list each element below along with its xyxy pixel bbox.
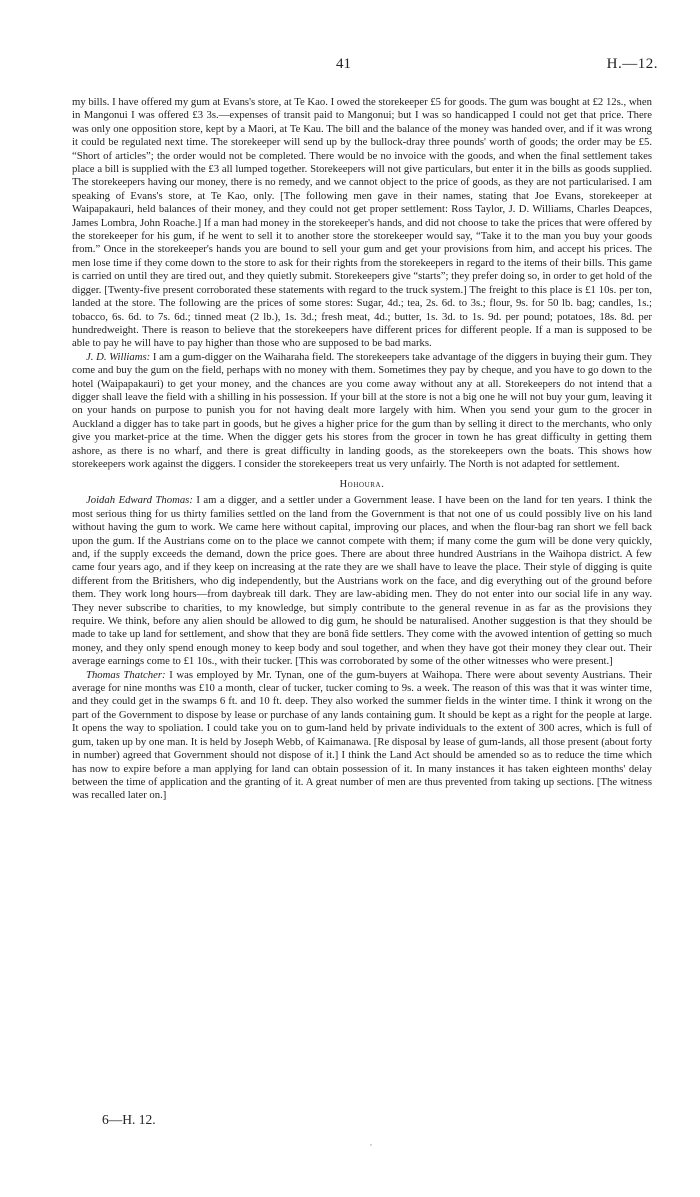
page-number: 41 [336,56,351,72]
page-header [0,56,700,76]
speaker-name: Thomas Thatcher: [86,668,166,681]
footer-mark: , [370,1138,372,1147]
testimony-paragraph [72,494,652,668]
paragraph-text: I am a gum-digger on the Waiharaha field. The storekeepers take advantage of the diggers in buying their gum. They come and buy the gum on the field, perhaps with no money with them. Sometimes they pay by cheque, and you have to go down to the hotel (Waipapakauri) to get your money, and the chances are you come away without any at all. Storekeepers do not intend that a digger shall leave the field with a shilling in his possession. If your bill at the store is not a big one he will not buy your gum, leaving it on your hands on purpose to punish you for not having dealt more largely with him. When you send your gum to the grocer in Auckland a digger has to take part in goods, but he gives a higher price for the gum than by selling it direct to the merchants, who only give you market-price at the time. When the digger gets his stores from the grocer in town he has great difficulty in getting them ashore, as there is no wharf, and there is great difficulty in landing goods, as the storekeepers own the boats. This shows how storekeepers work against the diggers. I consider the storekeepers treat us very unfairly. The North is not adapted for settlement. [72,350,652,470]
document-id: H.—12. [606,56,658,72]
speaker-name: J. D. Williams: [86,350,151,363]
testimony-paragraph [72,351,652,472]
speaker-name: Joidah Edward Thomas: [86,494,193,507]
document-body [72,96,652,803]
footer-signature: 6—H. 12. [102,1112,156,1127]
paragraph-text: I am a digger, and a settler under a Government lease. I have been on the land for ten years. I think the most serious thing for us thirty families settled on the land from the Government is that not one of us could possibly live on his land without having the gum to work. We came here without capital, improving our places, and when the flour-bag ran short we fell back upon the gum. If the Austrians come on to the place we cannot compete with them; if many come the gum will be done very quickly, and, if the supply exceeds the demand, down the price goes. There are about three hundred Austrians in the Waihopa district. A few came four years ago, and if they keep on increasing at the rate they are we shall have to leave the place. Their style of digging is quite different from the Britishers, who dig independently, but the Austrians work on the face, and dig everything out of the ground before them. They work long hours—from daybreak till dark. They are law-abiding men. They do not enter into our social life in any way. They never subscribe to charities, to my knowledge, but simply contribute to the general revenue in as far as the provisions they require. We think, before any alien should be allowed to dig gum, he should be naturalised. Another suggestion is that they should be made to take up land for settlement, and show that they are bonâ fide settlers. They come with the avowed intention of getting so much money, and they only spend enough money to keep body and soul together, and when they have got their money they clear out. Their average earnings come to £1 10s., with their tucker. [This was corroborated by some of the other witnesses who were present.] [72,494,652,668]
testimony-paragraph [72,669,652,803]
paragraph-text: my bills. I have offered my gum at Evans's store, at Te Kao. I owed the storekeeper £5 for goods. The gum was bought at £2 12s., when in Mangonui I was offered £3 3s.—expenses of transit paid to Mangonui; but I was so handicapped I could not get that price. There was only one opposition store, kept by a Maori, at Te Kau. The bill and the balance of the money was handed over, and if it was wrong it could be regulated next time. The storekeeper will send up by the bullock-dray three pounds' worth of goods; the order may be £5. “Short of articles”; the order would not be completed. There would be no invoice with the goods, and when the final settlement takes place a bill is supplied with the £3 all lumped together. Storekeepers will not give particulars, but enter it in the bills as goods supplied. The storekeepers having our money, there is no remedy, and we cannot object to the price of goods, as they are not particularised. I am speaking of Evans's store, at Te Kao, only. [The following men gave in their names, stating that Joe Evans, storekeeper at Waipapakauri, held balances of their money, and they could not get proper settlement: Ross Taylor, J. D. Williams, Charles Deapces, James Lombra, John Roache.] If a man had money in the storekeeper's hands, and did not choose to take the prices that were offered by the storekeeper for his gum, if he went to sell it to another store the storekeeper would say, “Take it to the man you buy your goods from.” Once in the storekeeper's hands you are bound to sell your gum and get your provisions from him, and accept his prices. The men lose time if they come down to the store to ask for their rights from the storekeepers in regard to the items of their bills. This game is carried on until they are tired out, and they quietly submit. Storekeepers give “starts”; they prefer doing so, in order to get hold of the digger. [Twenty-five present corroborated these statements with regard to the truck system.] The freight to this place is £1 10s. per ton, landed at the store. The following are the prices of some stores: Sugar, 4d.; tea, 2s. 6d. to 3s.; flour, 9s. for 50 lb. bag; candles, 1s.; tobacco, 6s. 6d. to 7s. 6d.; tinned meat (2 lb.), 1s. 3d.; fresh meat, 4d.; butter, 1s. 3d. to 1s. 9d. per pound; potatoes, 18s. 8d. per hundredweight. There is reason to believe that the storekeepers have different prices for different people. If a man is supposed to be able to pay he will have to pay higher than those who are supposed to be bad marks. [72,96,652,350]
paragraph [72,96,652,351]
section-heading: Hohoura. [339,479,385,491]
paragraph-text: I was employed by Mr. Tynan, one of the gum-buyers at Waihopa. There were about seventy Austrians. Their average for nine months was £10 a month, clear of tucker, tucker coming to 9s. a week. The reason of this was that it was winter time, and they could get in the swamps 6 ft. and 10 ft. deep. They also worked the summer fields in the winter time. I think it wrong on the part of the Government to dispose by lease or purchase of any lands containing gum. It should be kept as a right for the people at large. It opens the way to spoliation. I could take you on to gum-land held by private individuals to the extent of 300 acres, which is full of gum, taken up by one man. It is held by Joseph Webb, of Kaimanawa. [Re disposal by lease of gum-lands, all those present (about forty in number) agreed that Government should not dispose of it.] I think the Land Act should be amended so as to reduce the time which has now to expire before a man applying for land can obtain possession of it. In many instances it has taken eighteen months' delay between the time of application and the granting of it. A great number of men are thus prevented from taking up sections. [The witness was recalled later on.] [72,668,653,802]
